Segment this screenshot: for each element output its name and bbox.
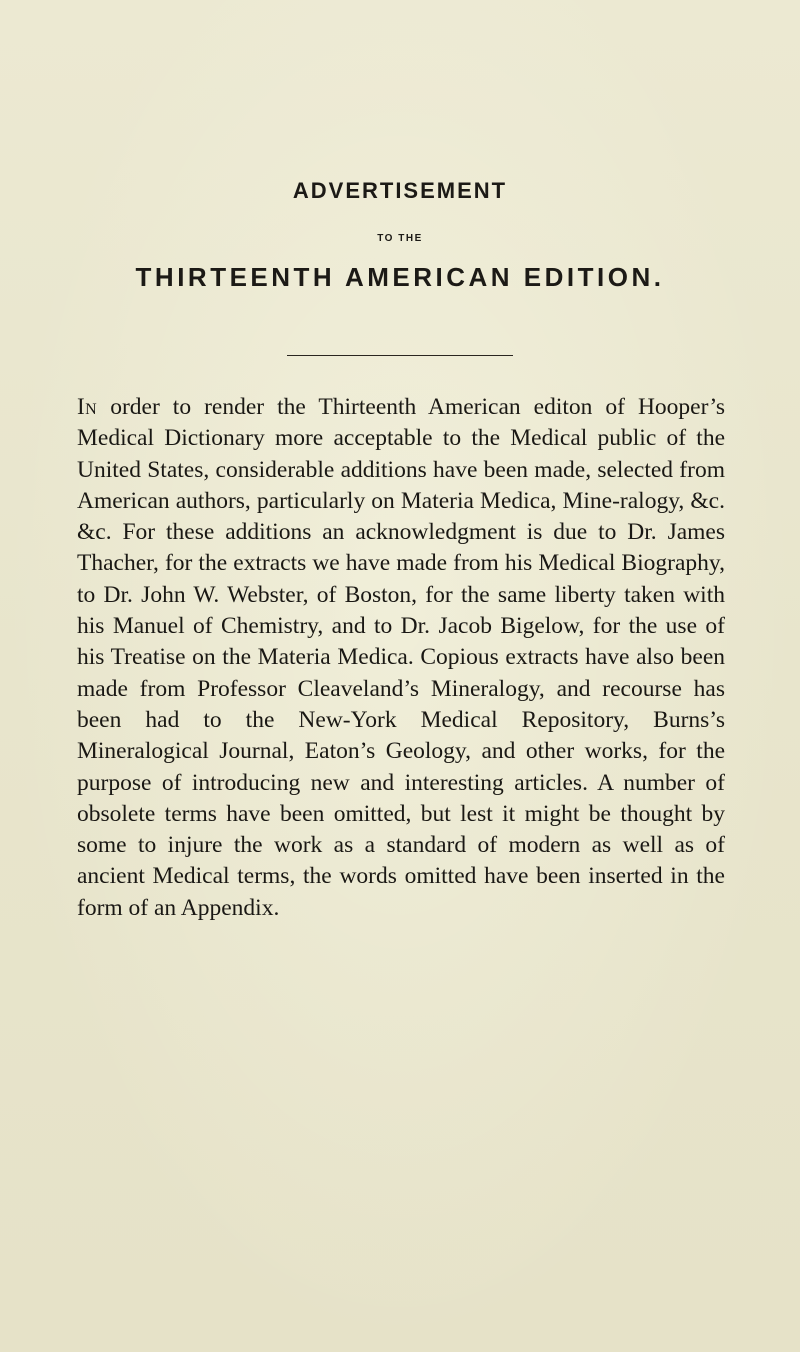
paragraph-body: order to render the Thirteenth American editon of Hooper’s Medical Dictionary more acceptable to the Medical public of the United States, considerable additions have been made, selected from American authors, particularly on Materia Medica, Mine-ralogy, &c. &c. For these additions an acknowledgment is due to Dr. James Thacher, for the extracts we have made from his Medical Biography, to Dr. John W. Webster, of Boston, for the same liberty taken with his Manuel of Chemistry, and to Dr. Jacob Bigelow, for the use of his Treatise on the Materia Medica. Copious extracts have also been made from Professor Cleaveland’s Mineralogy, and recourse has been had to the New-York Medical Repository, Burns’s Mineralogical Journal, Eaton’s Geology, and other works, for the purpose of introducing new and interesting articles. A number of obsolete terms have been omitted, but lest it might be thought by some to injure the work as a standard of modern as well as of ancient Medical terms, the words omitted have been inserted in the form of an Appendix. — [77, 394, 725, 921]
edition-heading: THIRTEENTH AMERICAN EDITION. — [135, 262, 665, 292]
subtitle-to-the: TO THE — [377, 233, 423, 244]
paragraph-lead-word: In — [77, 394, 98, 419]
horizontal-rule — [287, 355, 513, 356]
advertisement-paragraph — [77, 391, 725, 924]
page-title: ADVERTISEMENT — [292, 178, 508, 203]
